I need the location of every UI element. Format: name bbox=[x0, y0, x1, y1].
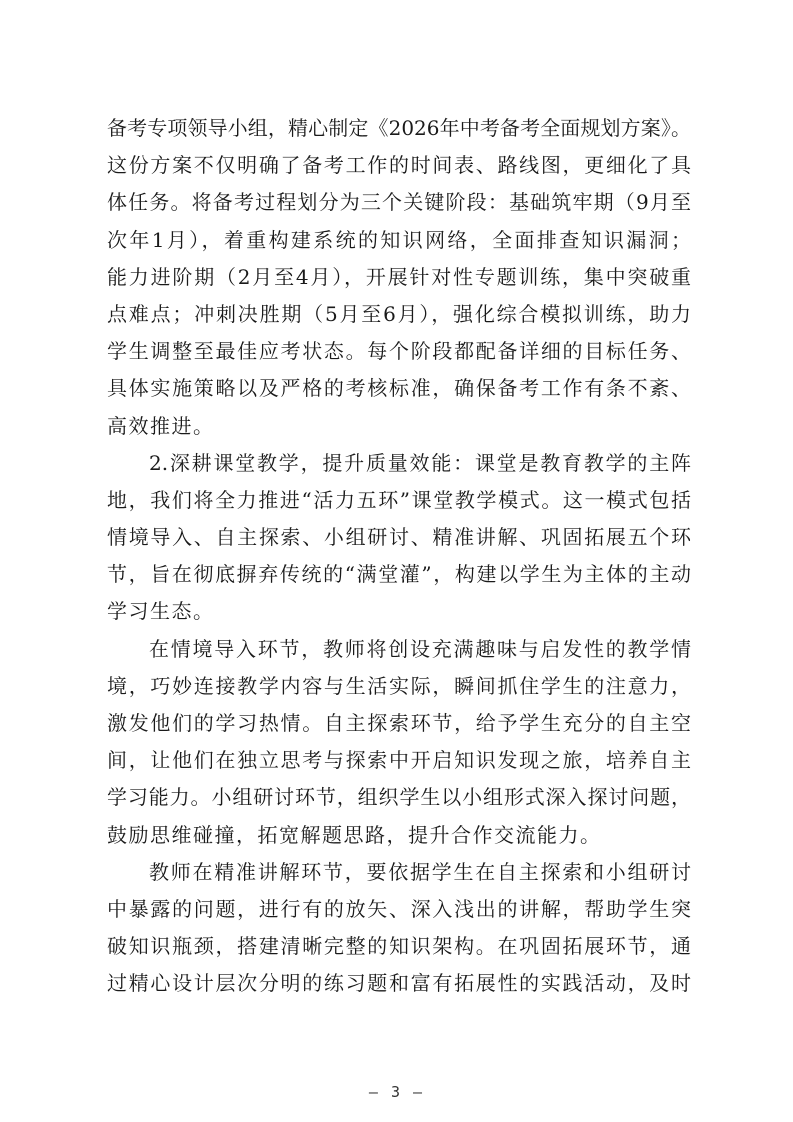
text-line: 体任务。将备考过程划分为三个关键阶段：基础筑牢期（9月至 bbox=[107, 190, 691, 215]
text-line: 具体实施策略以及严格的考核标准，确保备考工作有条不紊、 bbox=[107, 376, 691, 401]
text-line: 这份方案不仅明确了备考工作的时间表、路线图，更细化了具 bbox=[107, 153, 691, 178]
text-line: 能力进阶期（2月至4月），开展针对性专题训练，集中突破重 bbox=[107, 264, 691, 289]
text-line: 激发他们的学习热情。自主探索环节，给予学生充分的自主空 bbox=[107, 711, 691, 735]
text-line: 鼓励思维碰撞，拓宽解题思路，提升合作交流能力。 bbox=[107, 822, 602, 847]
text-line: 学生调整至最佳应考状态。每个阶段都配备详细的目标任务、 bbox=[107, 339, 691, 364]
text-line: 间，让他们在独立思考与探索中开启知识发现之旅，培养自主 bbox=[107, 748, 691, 773]
page-number: — 3 — bbox=[368, 1083, 425, 1101]
text-line: 学习生态。 bbox=[107, 599, 215, 624]
text-line: 高效推进。 bbox=[107, 413, 215, 438]
text-line: 在情境导入环节，教师将创设充满趣味与启发性的教学情 bbox=[149, 636, 691, 661]
text-line: 中暴露的问题，进行有的放矢、深入浅出的讲解，帮助学生突 bbox=[107, 896, 691, 921]
text-line: 地，我们将全力推进“活力五环”课堂教学模式。这一模式包括 bbox=[107, 487, 691, 512]
text-line: 过精心设计层次分明的练习题和富有拓展性的实践活动，及时 bbox=[107, 971, 691, 996]
text-line: 点难点；冲刺决胜期（5月至6月），强化综合模拟训练，助力 bbox=[107, 301, 691, 326]
text-line: 情境导入、自主探索、小组研讨、精准讲解、巩固拓展五个环 bbox=[107, 525, 691, 550]
text-line: 备考专项领导小组，精心制定《2026年中考备考全面规划方案》。 bbox=[107, 116, 691, 140]
text-line: 节，旨在彻底摒弃传统的“满堂灌”，构建以学生为主体的主动 bbox=[107, 562, 691, 587]
paragraph bbox=[107, 110, 691, 445]
text-line: 次年1月），着重构建系统的知识网络，全面排查知识漏洞； bbox=[107, 227, 691, 252]
text-line: 破知识瓶颈，搭建清晰完整的知识架构。在巩固拓展环节，通 bbox=[107, 934, 691, 959]
text-line: 2.深耕课堂教学，提升质量效能：课堂是教育教学的主阵 bbox=[149, 450, 691, 475]
text-line: 境，巧妙连接教学内容与生活实际，瞬间抓住学生的注意力， bbox=[107, 673, 691, 698]
paragraph bbox=[107, 854, 691, 1003]
text-line: 学习能力。小组研讨环节，组织学生以小组形式深入探讨问题， bbox=[107, 785, 691, 810]
paragraph bbox=[107, 631, 691, 854]
document-body bbox=[107, 110, 691, 1003]
paragraph bbox=[107, 445, 691, 631]
text-line: 教师在精准讲解环节，要依据学生在自主探索和小组研讨 bbox=[149, 859, 691, 884]
